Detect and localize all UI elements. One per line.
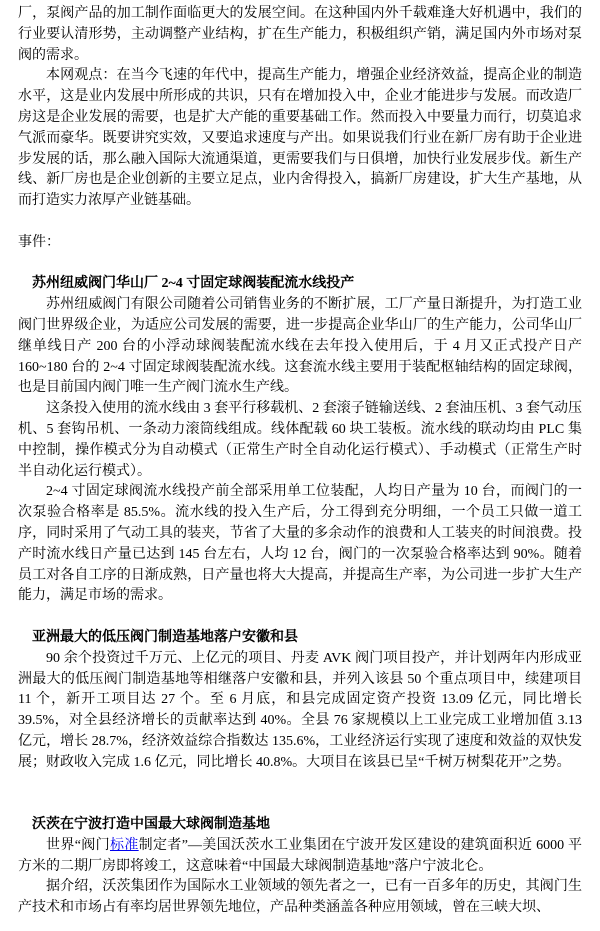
article-paragraph: 苏州纽威阀门有限公司随着公司销售业务的不断扩展，工厂产量日渐提升，为打造工业阀门世界级企业，为适应公司发展的需要，进一步提高企业华山厂的生产能力，公司华山厂继单线日产 200 台的小浮动球阀装配流水线在去年投入使用后，于 4 月又正式投产日产 160~180 台的 2~4 寸固定球阀装配流水线。这套流水线主要用于装配枢轴结构的固定球阀，也是目前国内阀门唯一生产阀门流水生产线。: [18, 297, 582, 396]
article-title-suzhou-neway: 苏州纽威阀门华山厂 2~4 寸固定球阀装配流水线投产: [32, 276, 355, 292]
article-paragraph: 这条投入使用的流水线由 3 套平行移载机、2 套滚子链输送线、2 套油压机、3 套气动压机、5 套钩吊机、一条动力滚筒线组成。线体配载 60 块工装板。流水线的联动均由 PLC 集中控制，操作模式分为自动模式（正常生产时全自动化运行模式）、手动模式（正常生产时半自动化运行模式）。: [18, 401, 582, 479]
standard-hyperlink[interactable]: 标准: [109, 837, 139, 853]
editorial-paragraph: 本网观点：在当今飞速的年代中，提高生产能力，增强企业经济效益，提高企业的制造水平，这是业内发展中所形成的共识，只有在增加投入中，企业才能进步与发展。而改造厂房这是企业发展的需要，也是扩大产能的重要基础工作。然而投入中要量力而行，切莫追求气派而豪华。既要讲究实效，又要追求速度与产出。如果说我们行业在新厂房有助于企业进步发展的话，那么融入国际大流通渠道，更需要我们与日俱增，加快行业发展步伐。新生产线、新厂房也是企业创新的主要立足点，业内舍得投入，搞新厂房建设，扩大生产基地，从而打造实力浓厚产业链基础。: [18, 68, 582, 209]
article-paragraph: 2~4 寸固定球阀流水线投产前全部采用单工位装配，人均日产量为 10 台，而阀门的一次泵验合格率是 85.5%。流水线的投入生产后，分工得到充分明细，一个员工只做一道工序，同时采用了气动工具的装夹，节省了大量的多余动作的浪费和人工装夹的时间浪费。投产时流水线日产量已达到 145 台左右，人均 12 台，阀门的一次泵验合格率达到 90%。随着员工对各自工序的日渐成熟，日产量也将大大提高，并提高生产率，为公司进一步扩大生产能力，满足市场的需求。: [18, 484, 582, 604]
article-title-anhui-hexian: 亚洲最大的低压阀门制造基地落户安徽和县: [32, 629, 298, 645]
text-before-link: 世界“阀门: [46, 837, 110, 853]
continuation-paragraph: 厂，泵阀产品的加工制作面临更大的发展空间。在这种国内外千载难逢大好机遇中，我们的行业要认清形势，主动调整产业结构，扩在生产能力，积极组织产销，满足国内外市场对泵阀的需求。: [18, 6, 582, 63]
article-title-watts-ningbo: 沃茨在宁波打造中国最大球阀制造基地: [32, 817, 270, 833]
events-label: 事件：: [18, 234, 60, 250]
article-paragraph: 据介绍，沃茨集团作为国际水工业领域的领先者之一，已有一百多年的历史，其阀门生产技术和市场占有率均居世界领先地位，产品种类涵盖各种应用领域，曾在三峡大坝、: [18, 879, 582, 916]
article-paragraph: 90 余个投资过千万元、上亿元的项目、丹麦 AVK 阀门项目投产，并计划两年内形成亚洲最大的低压阀门制造基地等相继落户安徽和县，并列入该县 50 个重点项目中，续建项目 11 个，新开工项目达 27 个。至 6 月底，和县完成固定资产投资 13.09 亿元，同比增长 39.5%，对全县经济增长的贡献率达到 40%。全县 76 家规模以上工业完成工业增加值 3.13 亿元，增长 28.7%，经济效益综合指数达 135.6%，工业经济运行实现了速度和效益的双快发展；财政收入完成 1.6 亿元，同比增长 40.8%。大项目在该县已呈“千树万树梨花开”之势。: [18, 650, 582, 770]
text-after-link: 制定者”—美国沃茨水工业集团在宁波开发区建设的建筑面积近 6000 平方米的二期厂房即将竣工，这意味着“中国最大球阀制造基地”落户宁波北仑。: [18, 837, 583, 874]
article-paragraph-with-link: [18, 836, 582, 878]
